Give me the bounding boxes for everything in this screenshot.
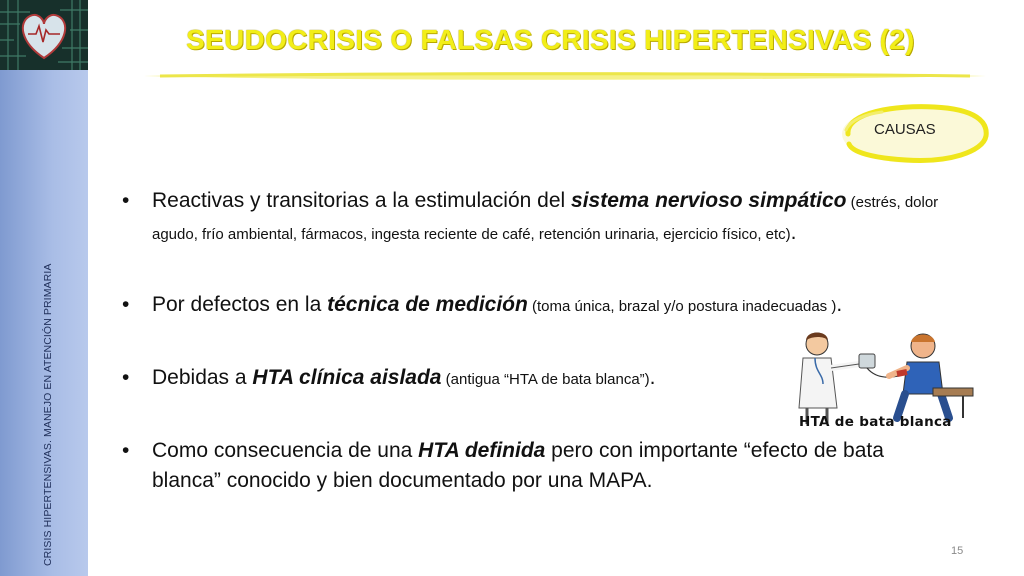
bullet-text: Como consecuencia de una bbox=[152, 439, 419, 462]
bullet-detail: (antigua “HTA de bata blanca”) bbox=[441, 371, 650, 388]
bullet-end: . bbox=[836, 293, 843, 316]
bullet-text: Por defectos en la bbox=[152, 293, 328, 316]
bullet-icon: • bbox=[122, 439, 130, 462]
page-number: 15 bbox=[951, 545, 964, 557]
bullet-icon: • bbox=[122, 189, 130, 212]
sidebar bbox=[0, 0, 88, 576]
bullet-keyword: HTA clínica aislada bbox=[252, 366, 442, 389]
bullet-keyword: técnica de medición bbox=[327, 293, 528, 316]
heart-ecg-logo-icon bbox=[0, 0, 88, 70]
bullet-detail: agudo, frío ambiental, fármacos, ingesta reciente de café, retención urinaria, ejercicio físico, etc) bbox=[152, 226, 791, 243]
title-underline-decoration bbox=[140, 68, 990, 82]
causas-badge-label: CAUSAS bbox=[874, 121, 936, 138]
illustration-caption: HTA de bata blanca bbox=[799, 414, 952, 430]
bullet-text: Debidas a bbox=[152, 366, 253, 389]
bullet-detail: (estrés, dolor bbox=[846, 194, 939, 211]
bullet-icon: • bbox=[122, 366, 130, 389]
bullet-text: blanca” conocido y bien documentado por una MAPA. bbox=[152, 469, 653, 492]
bullet-text: Reactivas y transitorias a la estimulación del bbox=[152, 189, 572, 212]
bullet-end: . bbox=[790, 221, 797, 244]
slide-title: SEUDOCRISIS O FALSAS CRISIS HIPERTENSIVAS (2) bbox=[186, 24, 915, 55]
sidebar-vertical-text: CRISIS HIPERTENSIVAS. MANEJO EN ATENCIÓN PRIMARIA bbox=[42, 263, 54, 566]
bullet-icon: • bbox=[122, 293, 130, 316]
bullet-keyword: HTA definida bbox=[418, 439, 546, 462]
bullet-text: pero con importante “efecto de bata bbox=[545, 439, 884, 462]
bullet-detail: (toma única, brazal y/o postura inadecuadas ) bbox=[527, 298, 837, 315]
bullet-keyword: sistema nervioso simpático bbox=[571, 189, 847, 212]
bullet-end: . bbox=[649, 366, 656, 389]
